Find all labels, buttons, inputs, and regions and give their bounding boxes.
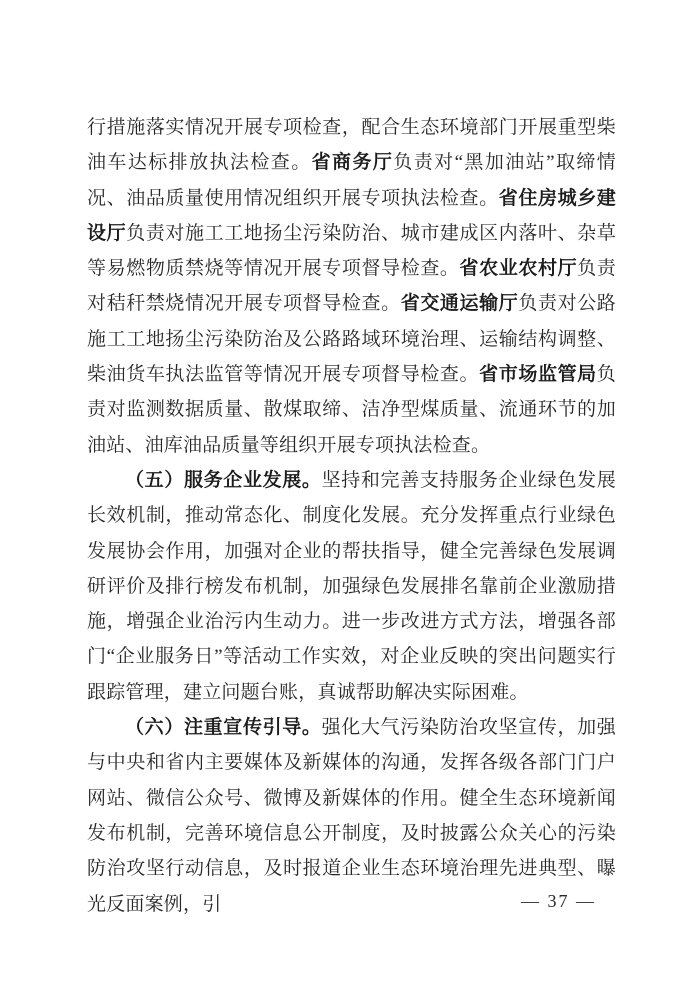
- text-run: 强化大气污染防治攻坚宣传，加强与中央和省内主要媒体及新媒体的沟通，发挥各级各部门门户网站、微信公众号、微博及新媒体的作用。健全生态环境新闻发布机制，完善环境信息公开制度，及时披露公众关心的污染防治攻坚行动信息，及时报道企业生态环境治理先进典型、曝光反面案例，引: [87, 717, 616, 915]
- text-run-bold: 省住房城乡建设厅: [87, 187, 617, 244]
- page-number: — 37 —: [521, 891, 596, 911]
- text-run: 负责对公路施工工地扬尘污染防治及公路路域环境治理、运输结构调整、柴油货车执法监管等情况开展专项督导检查。: [87, 293, 617, 386]
- document-body: [87, 110, 616, 922]
- text-run-bold: 省农业农村厅: [459, 258, 578, 280]
- paragraph: [87, 110, 616, 463]
- text-run: 负责对秸秆禁烧情况开展专项督导检查。: [87, 258, 616, 315]
- text-run: 坚持和完善支持服务企业绿色发展长效机制，推动常态化、制度化发展。充分发挥重点行业绿色发展协会作用，加强对企业的帮扶指导，健全完善绿色发展调研评价及排行榜发布机制，加强绿色发展排名靠前企业激励措施，增强企业治污内生动力。进一步改进方式方法，增强各部门“企业服务日”等活动工作实效，对企业反映的突出问题实行跟踪管理，建立问题台账，真诚帮助解决实际困难。: [87, 469, 616, 703]
- text-run: 行措施落实情况开展专项检查，配合生态环境部门开展重型柴油车达标排放执法检查。: [87, 117, 616, 174]
- text-run-bold: 省交通运输厅: [400, 293, 519, 315]
- text-run-bold: （五）服务企业发展。: [125, 469, 322, 491]
- text-run-bold: 省商务厅: [311, 152, 394, 174]
- text-run-bold: 省市场监管局: [479, 364, 597, 386]
- paragraph: [87, 463, 616, 710]
- text-run: 负责对施工工地扬尘污染防治、城市建成区内落叶、杂草等易燃物质禁烧等情况开展专项督导检查。: [87, 222, 616, 280]
- text-run: 负责对“黑加油站”取缔情况、油品质量使用情况组织开展专项执法检查。: [87, 152, 616, 209]
- text-run-bold: （六）注重宣传引导。: [125, 717, 322, 739]
- text-run: 负责对监测数据质量、散煤取缔、洁净型煤质量、流通环节的加油站、油库油品质量等组织开展专项执法检查。: [87, 364, 616, 456]
